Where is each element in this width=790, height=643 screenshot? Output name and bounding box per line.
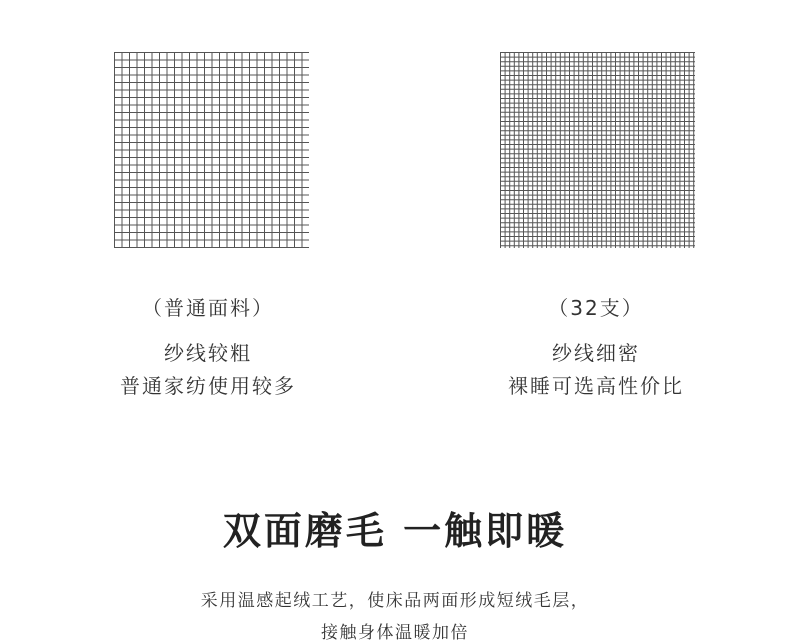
- 32-count-fabric-title: （32支）: [548, 296, 644, 320]
- 32-count-fabric-desc-1: 纱线细密: [552, 341, 640, 365]
- section-headline: 双面磨毛 一触即暖: [222, 509, 568, 553]
- ordinary-fabric-desc-2: 普通家纺使用较多: [120, 374, 296, 398]
- coarse-weave-illustration: [114, 52, 309, 248]
- body-text-line-2: 接触身体温暖加倍: [321, 623, 469, 643]
- fine-weave-illustration: [500, 52, 695, 248]
- ordinary-fabric-title: （普通面料）: [142, 296, 274, 320]
- ordinary-fabric-desc-1: 纱线较粗: [164, 341, 252, 365]
- coarse-fabric-grid: [114, 52, 309, 248]
- 32-count-fabric-desc-2: 裸睡可选高性价比: [508, 374, 684, 398]
- fine-fabric-grid: [500, 52, 695, 248]
- body-text-line-1: 采用温感起绒工艺，使床品两面形成短绒毛层，: [200, 591, 590, 611]
